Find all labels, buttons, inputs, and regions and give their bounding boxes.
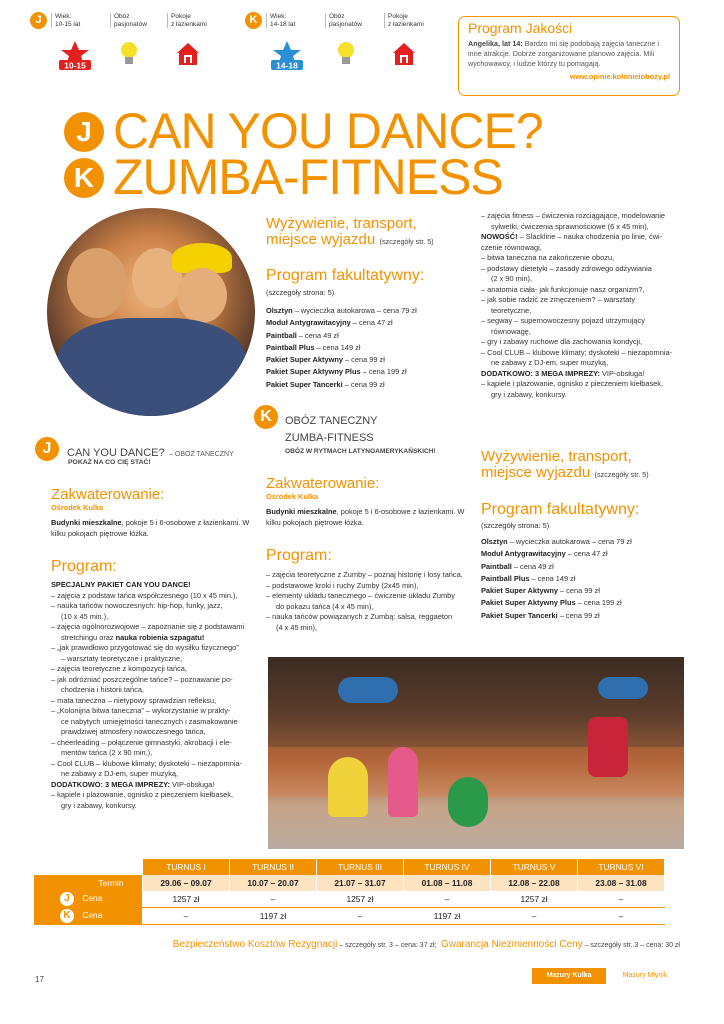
col2-accommodation-place: Ośrodek Kulka [266, 492, 319, 501]
col1-program-list: SPECJALNY PAKIET CAN YOU DANCE! – zajęcia z podstaw tańca współczesnego (10 x 45 min.), – nauka tańców nowoczesnych: hip-hop, funky, jazz, (10 x 45 min.), – zajęcia ogólnorozwojowe – zapoznanie się z podstawami stretchingu oraz nauka robienia szpagatu! – „jak prawidłowo przygotować się do wysiłku fizycznego” – warsztaty teoretyczne i praktyczne, – zajęcia teoretyczne z kompozycji tańca, – jak odróżniać poszczególne tańce? – poznawanie po- chodzenia i historii tańca, – mata taneczna – nietypowy sprawdzian refleksu, – „Kolonijna bitwa taneczna” – wykorzystanie w prakty- ce nabytych umiejętności tanecznych i zasmakowanie prawdziwej atmosfery nowoczesnego tańca, – cheerleading – połączenie gimnastyki, akrobacji i ele- mentów tańca (2 x 90 min.), – Cool CLUB – klubowe klimaty; dyskoteki – niezapomnia- ne zabawy z DJ-em, super muzyką, DODATKOWO: 3 MEGA IMPREZY: VIP-obsługa! – kąpiele i plażowanie, ognisko z pieczeniem kiełbasek, gry i zabawy, konkursy. [51, 580, 245, 810]
col2-accommodation-title: Zakwaterowanie: [266, 475, 380, 492]
price-table: TURNUS I TURNUS II TURNUS III TURNUS IV TURNUS V TURNUS VI Termin 29.06 – 09.07 10.07 – 20.07 21.07 – 31.07 01.08 – 11.08 12.08 – 22.08 23.08 – 31.08 J Cena 1257 zł – 1257 zł – 1257 zł – K Cena – 1197 zł – 1197 zł – – [34, 859, 665, 925]
quality-program-title: Program Jakości [468, 20, 573, 36]
svg-text:14-18: 14-18 [276, 60, 298, 71]
col2-optional-list: Olsztyn – wycieczka autokarowa – cena 79 zł Moduł Antygrawitacyjny – cena 47 zł Paintball – cena 49 zł Paintball Plus – cena 149 zł Pakiet Super Aktywny – cena 99 zł Pakiet Super Aktywny Plus – cena 199 zł Pakiet Super Tancerki – cena 99 zł [266, 306, 417, 389]
col2-k-heading: K OBÓZ TANECZNY ZUMBA-FITNESS OBÓZ W RYTMACH LATYNOAMERYKAŃSKICH! [254, 405, 464, 460]
col2-optional-title: Program fakultatywny: [266, 267, 425, 284]
svg-text:10-15: 10-15 [64, 60, 86, 71]
badge-k: K [254, 405, 278, 429]
camp-type-k: Obóz pasjonatów [325, 13, 362, 28]
col1-accommodation-place: Ośrodek Kulka [51, 503, 104, 512]
col3-optional-list: Olsztyn – wycieczka autokarowa – cena 79 zł Moduł Antygrawitacyjny – cena 47 zł Paintball – cena 49 zł Paintball Plus – cena 149 zł Pakiet Super Aktywny – cena 99 zł Pakiet Super Aktywny Plus – cena 199 zł Pakiet Super Tancerki – cena 99 zł [481, 537, 632, 620]
quality-program-box [458, 16, 680, 96]
rooms-k: Pokoje z łazienkami [384, 13, 424, 28]
col1-accommodation-text: Budynki mieszkalne, pokoje 5 i 6-osobowe z łazienkami. W kilku pokojach piętrowe łóżka. [51, 518, 250, 538]
col1-program-title: Program: [51, 558, 117, 575]
col3-program-list: – zajęcia fitness – ćwiczenia rozciągające, modelowanie sylwetki, ćwiczenia sprawnościowe (6 x 45 min), NOWOŚĆ! – Slackline – nauka chodzenia po linie, ćwi- czenie równowagi, – bitwa taneczna na zakończenie obozu, – podstawy dietetyki – zasady zdrowego odżywiania (2 x 90 min), – anatomia ciała- jak funkcjonuje nasz organizm?, – jak sobie radzić ze zmęczeniem? – warsztaty teoretyczne, – segway – supernowoczesny pojazd utrzymujący równowagę, – gry i zabawy ruchowe dla zachowania kondycji, – Cool CLUB – klubowe klimaty; dyskoteki – niezapomnia- ne zabawy z DJ-em, super muzyką, DODATKOWO: 3 MEGA IMPREZY: VIP-obsługa! – kąpiele i plażowanie, ognisko z pieczeniem kiełbasek, gry i zabawy, konkursy. [481, 211, 673, 399]
col2-program-title: Program: [266, 547, 332, 564]
tab-mazury-mlynik[interactable]: Mazury Młynik [622, 972, 668, 979]
insurance-note: Bezpieczeństwo Kosztów Rezygnacji – szczegóły str. 3 – cena: 37 zł; Gwarancja Niezmienności Ceny – szczegóły str. 3 – cena: 30 zł [172, 939, 680, 950]
blue-star-icon [268, 40, 306, 72]
age-k: Wiek: 14-18 lat [266, 13, 295, 28]
title-zumba-fitness: ZUMBA-FITNESS [113, 149, 503, 205]
badge-j: J [64, 112, 104, 152]
col2-optional-note: (szczegóły strona: 5) [266, 288, 335, 297]
col3-optional-title: Program fakultatywny: [481, 501, 640, 518]
room-bathroom-icon [176, 42, 200, 66]
camp-type-j: Obóz pasjonatów [110, 13, 147, 28]
page-number: 17 [35, 975, 44, 984]
dance-stage-photo [268, 657, 684, 849]
badge-j: J [30, 12, 47, 29]
col1-accommodation-title: Zakwaterowanie: [51, 486, 165, 503]
col2-transport-title: Wyżywienie, transport, miejsce wyjazdu (szczegóły str. 5) [266, 215, 434, 248]
girls-photo [47, 208, 255, 416]
tab-mazury-kulka[interactable]: Mazury Kulka [532, 968, 606, 984]
table-row: J Cena 1257 zł – 1257 zł – 1257 zł – [34, 891, 665, 908]
age-j: Wiek: 10-15 lat [51, 13, 80, 28]
table-row: Termin 29.06 – 09.07 10.07 – 20.07 21.07 – 31.07 01.08 – 11.08 12.08 – 22.08 23.08 – 31.08 [34, 875, 665, 891]
badge-k: K [60, 909, 74, 923]
badge-j: J [60, 892, 74, 906]
badge-k: K [64, 158, 104, 198]
badge-j: J [35, 437, 59, 461]
col3-transport-title: Wyżywienie, transport, miejsce wyjazdu (szczegóły str. 5) [481, 448, 649, 481]
rooms-j: Pokoje z łazienkami [167, 13, 207, 28]
lightbulb-icon [336, 40, 356, 68]
col2-accommodation-text: Budynki mieszkalne, pokoje 5 i 6-osobowe z łazienkami. W kilku pokojach piętrowe łóżka. [266, 507, 465, 527]
col3-optional-note: (szczegóły strona: 5) [481, 521, 550, 530]
room-bathroom-icon [392, 42, 416, 66]
title-can-you-dance: CAN YOU DANCE? [113, 103, 543, 159]
table-row: K Cena – 1197 zł – 1197 zł – – [34, 908, 665, 925]
quality-program-link[interactable]: www.opinie.kolonieiobozy.pl [569, 72, 670, 81]
badge-k: K [245, 12, 262, 29]
lightbulb-icon [119, 40, 139, 68]
red-star-icon [56, 40, 94, 72]
col2-program-list: – zajęcia teoretyczne z Zumby – poznaj historię i losy tańca, – podstawowe kroki i ruchy Zumby (2x45 min), – elementy układu tanecznego – ćwiczenie układu Zumby do pokazu tańca (4 x 45 min), – nauka tańców powiązanych z Zumbą: salsa, reggaeton (4 x 45 min), [266, 570, 463, 632]
quality-program-quote: Angelika, lat 14: Bardzo mi się podobają zajęcia taneczne i inne atrakcje. Dobrze zorganizowane planowo zajęcia. Mili wychowawcy, i ludzie którzy tu pomagają. [468, 39, 659, 68]
